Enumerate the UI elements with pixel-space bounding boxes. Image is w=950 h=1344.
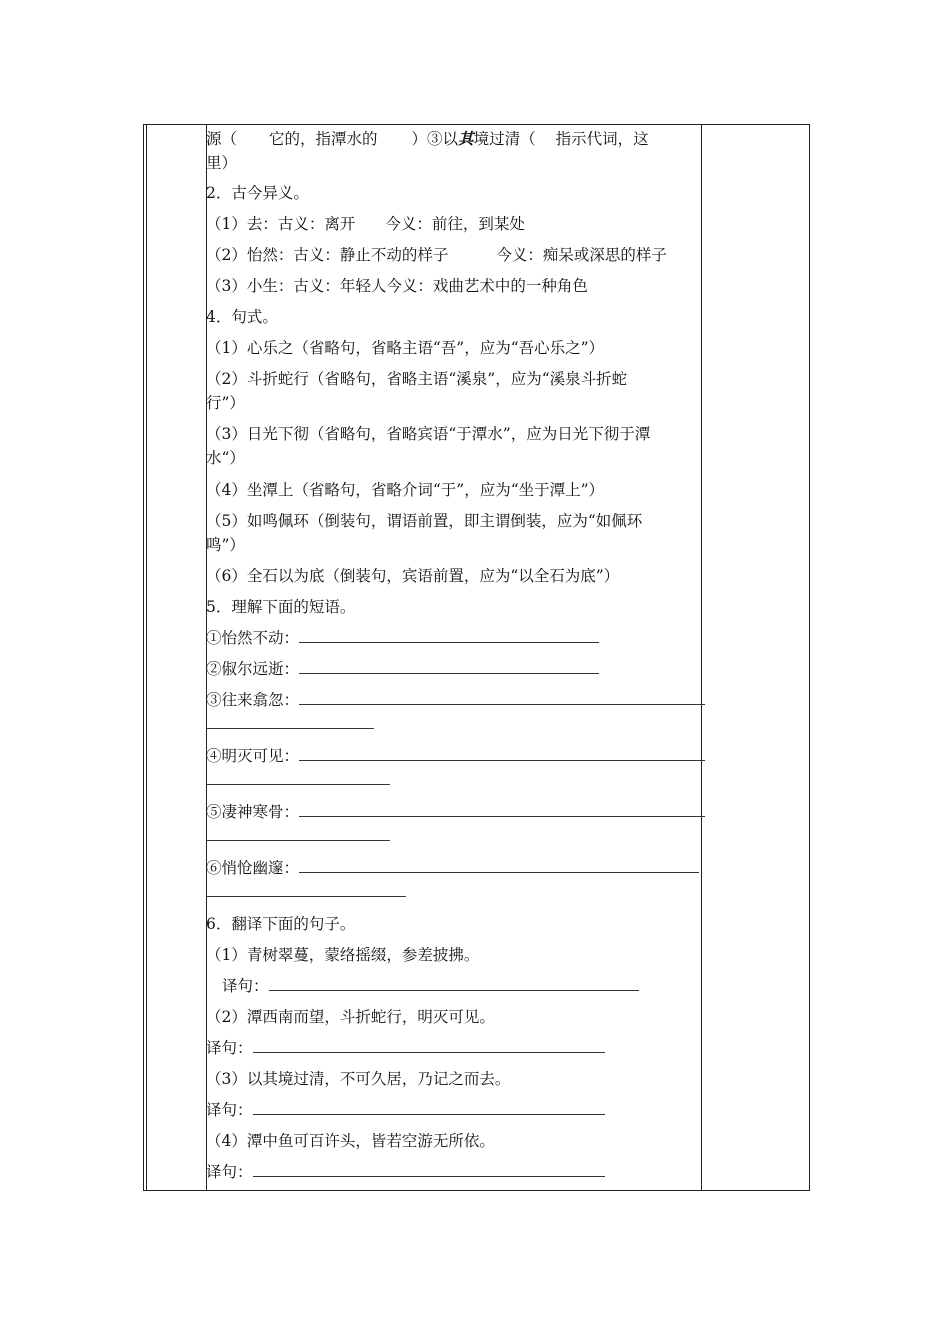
phrase-item-1 bbox=[206, 628, 599, 648]
translate-sentence-2: （2）潭西南而望，斗折蛇行，明灭可见。 bbox=[206, 1008, 495, 1026]
answer-label: 译句： bbox=[222, 977, 269, 995]
syntax-line-4: （4）坐潭上（省略句，省略介词“于”，应为“坐于潭上”） bbox=[206, 481, 605, 499]
table-left-inner-border bbox=[146, 125, 147, 1190]
section-heading-5: 5．理解下面的短语。 bbox=[206, 598, 356, 616]
answer-blank[interactable] bbox=[299, 746, 705, 761]
answer-blank[interactable] bbox=[299, 690, 705, 705]
phrase-item-4 bbox=[206, 746, 705, 766]
phrase-item-6 bbox=[206, 858, 699, 878]
vocab-line-1 bbox=[206, 129, 649, 149]
answer-blank[interactable] bbox=[206, 770, 390, 785]
text-fragment: 指示代词，这 bbox=[555, 130, 649, 148]
text-fragment: （1）去：古义：离开 bbox=[206, 215, 356, 233]
table-column-divider-right bbox=[701, 125, 702, 1190]
phrase-item-2 bbox=[206, 659, 599, 679]
answer-blank[interactable] bbox=[253, 1162, 605, 1177]
syntax-line-1: （1）心乐之（省略句，省略主语“吾”，应为“吾心乐之”） bbox=[206, 339, 605, 357]
phrase-label: ③往来翕忽： bbox=[206, 691, 300, 709]
section-heading-6: 6．翻译下面的句子。 bbox=[206, 915, 356, 933]
translate-answer-1 bbox=[222, 976, 639, 996]
translate-answer-4 bbox=[206, 1162, 605, 1182]
text-fragment: 境过清（ bbox=[473, 130, 536, 148]
phrase-item-3-cont bbox=[206, 714, 374, 734]
answer-blank[interactable] bbox=[206, 714, 374, 729]
phrase-item-6-cont bbox=[206, 882, 406, 902]
answer-blank[interactable] bbox=[269, 976, 639, 991]
meaning-line-3: （3）小生：古义：年轻人今义：戏曲艺术中的一种角色 bbox=[206, 277, 588, 295]
answer-blank[interactable] bbox=[206, 882, 406, 897]
answer-blank[interactable] bbox=[253, 1100, 605, 1115]
answer-blank[interactable] bbox=[299, 858, 699, 873]
phrase-label: ④明灭可见： bbox=[206, 747, 300, 765]
answer-blank[interactable] bbox=[253, 1038, 605, 1053]
vocab-line-2: 里） bbox=[206, 154, 238, 172]
syntax-line-3: （3）日光下彻（省略句，省略宾语“于潭水”，应为日光下彻于潭 bbox=[206, 425, 651, 443]
syntax-line-6: （6）全石以为底（倒装句，宾语前置，应为“以全石为底”） bbox=[206, 567, 620, 585]
translate-sentence-4: （4）潭中鱼可百许头，皆若空游无所依。 bbox=[206, 1132, 495, 1150]
text-fragment: （2）怡然：古义：静止不动的样子 bbox=[206, 246, 449, 264]
answer-label: 译句： bbox=[206, 1039, 253, 1057]
answer-blank[interactable] bbox=[299, 802, 705, 817]
phrase-item-5 bbox=[206, 802, 705, 822]
text-fragment: 今义：痴呆或深思的样子 bbox=[496, 246, 667, 264]
syntax-line-2: （2）斗折蛇行（省略句，省略主语“溪泉”，应为“溪泉斗折蛇 bbox=[206, 370, 628, 388]
phrase-item-5-cont bbox=[206, 826, 390, 846]
emphasized-word: 其 bbox=[458, 129, 474, 148]
phrase-label: ②俶尔远逝： bbox=[206, 660, 300, 678]
text-fragment: 今义：前往，到某处 bbox=[385, 215, 525, 233]
translate-answer-2 bbox=[206, 1038, 605, 1058]
answer-blank[interactable] bbox=[299, 628, 599, 643]
meaning-line-1 bbox=[206, 214, 525, 234]
text-fragment: 源（ bbox=[206, 130, 238, 148]
translate-sentence-3: （3）以其境过清，不可久居，乃记之而去。 bbox=[206, 1070, 511, 1088]
answer-blank[interactable] bbox=[206, 826, 390, 841]
phrase-label: ⑤凄神寒骨： bbox=[206, 803, 300, 821]
syntax-line-3-cont: 水“） bbox=[206, 449, 245, 467]
answer-label: 译句： bbox=[206, 1101, 253, 1119]
phrase-item-3 bbox=[206, 690, 705, 710]
meaning-line-2 bbox=[206, 245, 667, 265]
section-heading-4: 4．句式。 bbox=[206, 308, 278, 326]
syntax-line-2-cont: 行”） bbox=[206, 394, 245, 412]
text-fragment: 它的，指潭水的 bbox=[269, 130, 378, 148]
section-heading-2: 2．古今异义。 bbox=[206, 184, 309, 202]
phrase-item-4-cont bbox=[206, 770, 390, 790]
text-fragment: ）③以 bbox=[411, 130, 459, 148]
syntax-line-5: （5）如鸣佩环（倒装句，谓语前置，即主谓倒装，应为“如佩环 bbox=[206, 512, 643, 530]
translate-sentence-1: （1）青树翠蔓，蒙络摇缀，参差披拂。 bbox=[206, 946, 480, 964]
phrase-label: ⑥悄怆幽邃： bbox=[206, 859, 300, 877]
translate-answer-3 bbox=[206, 1100, 605, 1120]
answer-label: 译句： bbox=[206, 1163, 253, 1181]
phrase-label: ①怡然不动： bbox=[206, 629, 300, 647]
answer-blank[interactable] bbox=[299, 659, 599, 674]
syntax-line-5-cont: 鸣”） bbox=[206, 536, 245, 554]
